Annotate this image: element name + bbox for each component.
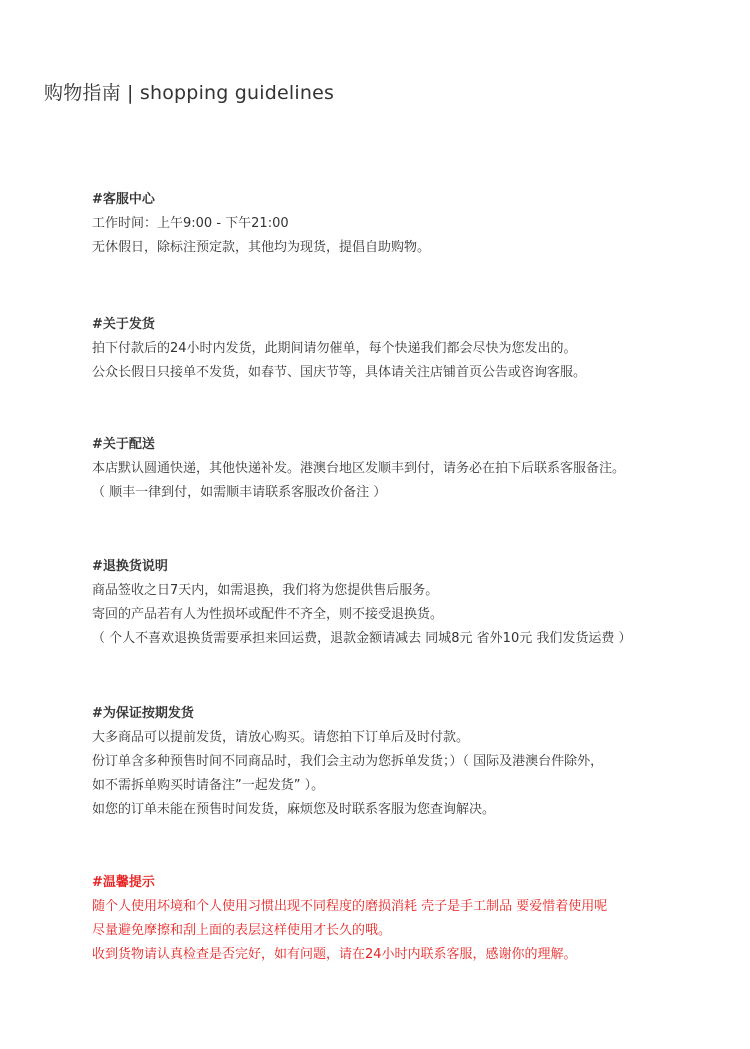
page-title: 购物指南 | shopping guidelines — [44, 82, 335, 104]
section-line: 寄回的产品若有人为性损坏或配件不齐全，则不接受退换货。 — [92, 607, 444, 622]
section-line: 本店默认圆通快递，其他快递补发。港澳台地区发顺丰到付，请务必在拍下后联系客服备注。 — [92, 461, 626, 476]
section-line: 工作时间：上午9:00 - 下午21:00 — [92, 216, 289, 231]
section-line: 收到货物请认真检查是否完好，如有问题，请在24小时内联系客服，感谢你的理解。 — [92, 947, 577, 962]
section-delivery — [92, 433, 732, 505]
section-warm-tips — [92, 871, 732, 967]
section-on-time-shipping — [92, 702, 732, 822]
section-line: 公众长假日只接单不发货，如春节、国庆节等，具体请关注店铺首页公告或咨询客服。 — [92, 365, 587, 380]
section-line: 无休假日，除标注预定款，其他均为现货，提倡自助购物。 — [92, 240, 431, 255]
section-line: 如您的订单未能在预售时间发货，麻烦您及时联系客服为您查询解决。 — [92, 802, 496, 817]
section-returns — [92, 555, 732, 651]
section-shipping — [92, 313, 732, 385]
section-line: 尽量避免摩擦和刮上面的表层这样使用才长久的哦。 — [92, 923, 392, 938]
section-heading: #关于配送 — [92, 437, 155, 452]
section-line: 拍下付款后的24小时内发货，此期间请勿催单，每个快递我们都会尽快为您发出的。 — [92, 341, 577, 356]
section-heading: #为保证按期发货 — [92, 706, 194, 721]
section-heading: #温馨提示 — [92, 875, 155, 890]
section-heading: #客服中心 — [92, 192, 155, 207]
section-line: 商品签收之日7天内，如需退换，我们将为您提供售后服务。 — [92, 583, 439, 598]
section-heading: #关于发货 — [92, 317, 155, 332]
section-line: （ 个人不喜欢退换货需要承担来回运费，退款金额请减去 同城8元 省外10元 我们发货运费 ） — [92, 631, 632, 646]
section-line: 如不需拆单购买时请备注”一起发货” ）。 — [92, 778, 325, 793]
section-line: 随个人使用坏境和个人使用习惯出现不同程度的磨损消耗 壳子是手工制品 要爱惜着使用呢 — [92, 899, 608, 914]
section-heading: #退换货说明 — [92, 559, 168, 574]
section-line: （ 顺丰一律到付，如需顺丰请联系客服改价备注 ） — [92, 485, 387, 500]
section-line: 大多商品可以提前发货，请放心购买。请您拍下订单后及时付款。 — [92, 730, 470, 745]
section-line: 份订单含多种预售时间不同商品时，我们会主动为您拆单发货；）（ 国际及港澳台件除外， — [92, 754, 604, 769]
section-customer-service — [92, 188, 732, 260]
